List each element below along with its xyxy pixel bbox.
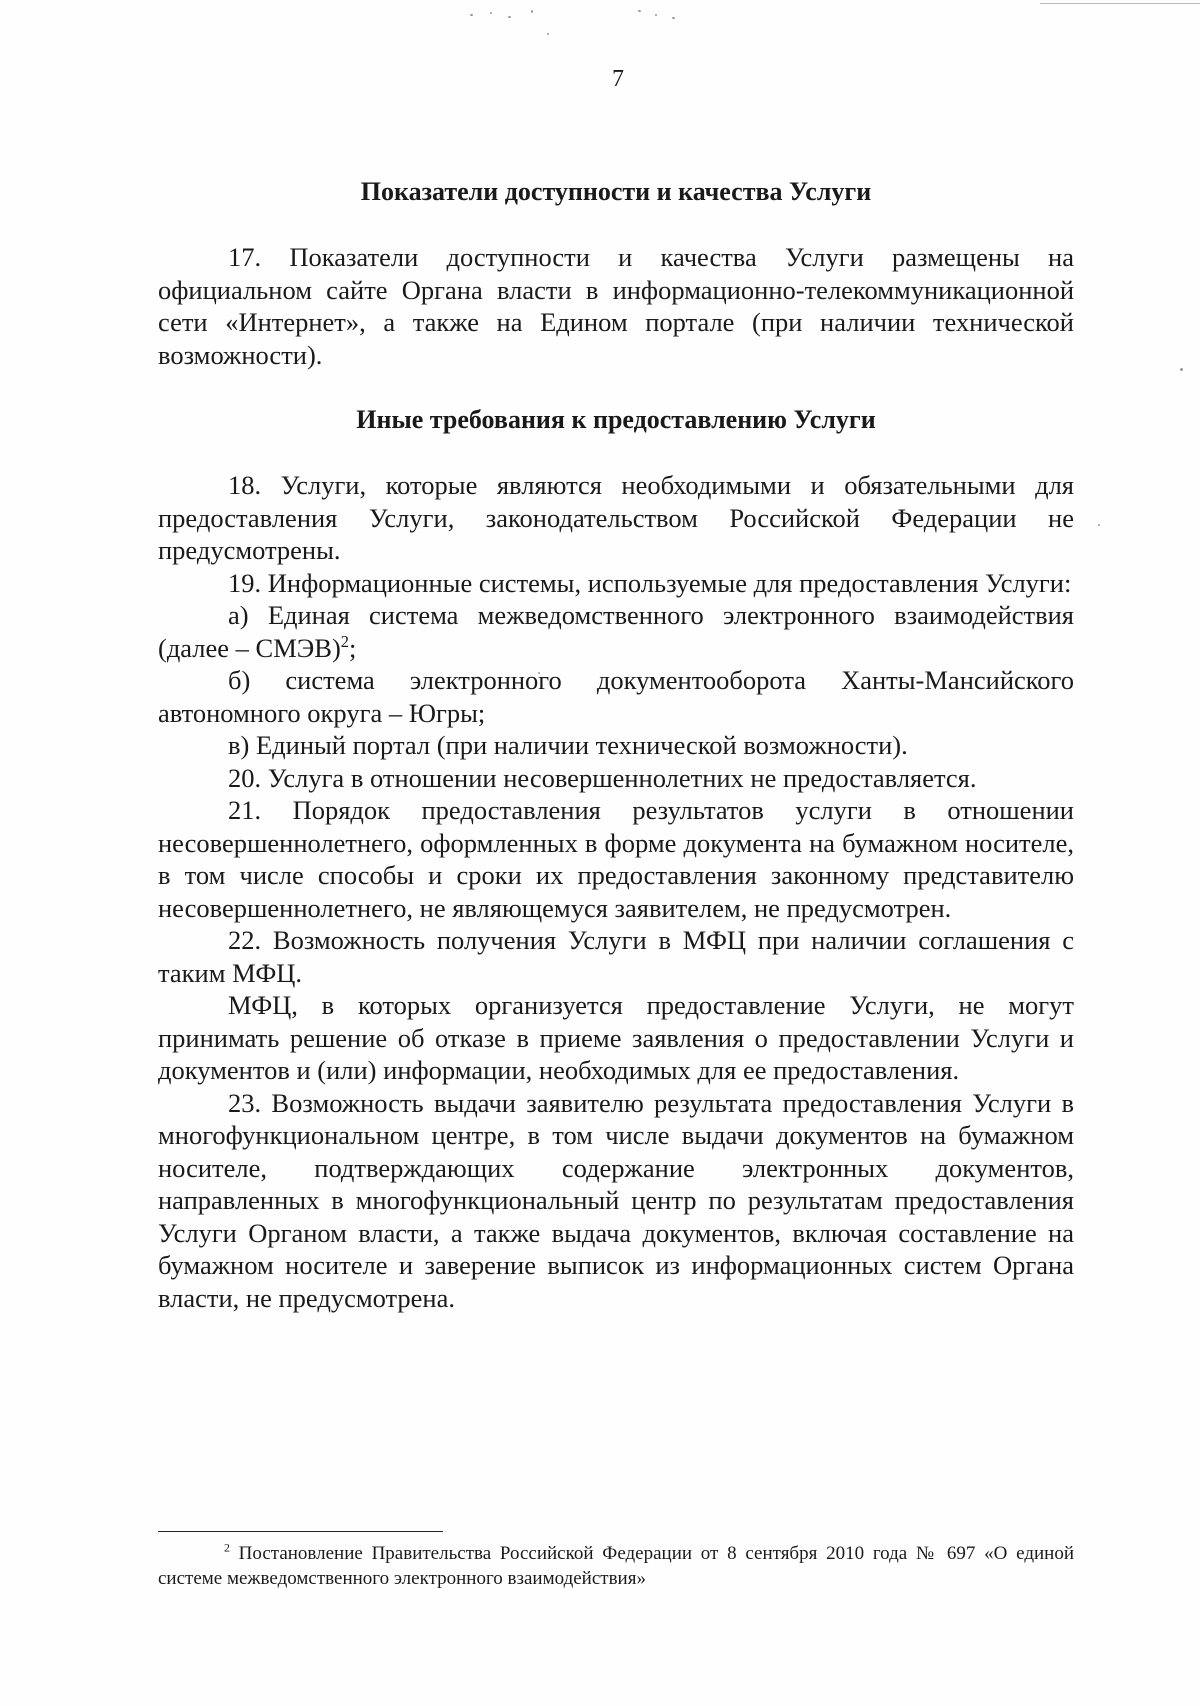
section-heading-availability: Показатели доступности и качества Услуги — [360, 177, 872, 206]
paragraph-18: 18. Услуги, которые являются необходимыми и обязательными для предоставления Услуги, законодательством Российской Федерации не предусмотрены. — [158, 470, 1074, 565]
paragraph-17: 17. Показатели доступности и качества Услуги размещены на официальном сайте Органа власти в информационно-телекоммуникационной сети «Интернет», а также на Едином портале (при наличии технической возможности). — [158, 242, 1074, 370]
page-number: 7 — [612, 66, 624, 92]
footnote-text: Постановление Правительства Российской Федерации от 8 сентября 2010 года № 697 «О единой системе межведомственного электронного взаимодействия» — [158, 1543, 1074, 1589]
footnote — [158, 1541, 1074, 1591]
section-2-body — [158, 469, 1074, 1314]
paragraph-22: 22. Возможность получения Услуги в МФЦ при наличии соглашения с таким МФЦ. — [158, 925, 1074, 988]
scan-edge-line — [1040, 3, 1200, 4]
paragraph-19a-text: а) Единая система межведомственного электронного взаимодействия (далее – СМЭВ) — [158, 600, 1074, 663]
footnote-text-line — [158, 1541, 1074, 1591]
paragraph-23: 23. Возможность выдачи заявителю результата предоставления Услуги в многофункциональном центре, в том числе выдачи документов на бумажном носителе, подтверждающих содержание электронных документов, направленных в многофункциональный центр по результатам предоставления Услуги Органом власти, а также выдача документов, включая составление на бумажном носителе и заверение выписок из информационных систем Органа власти, не предусмотрена. — [158, 1087, 1074, 1313]
paragraph-22-mfc: МФЦ, в которых организуется предоставление Услуги, не могут принимать решение об отказе в приеме заявления о предоставлении Услуги и документов и (или) информации, необходимых для ее предоставления. — [158, 990, 1074, 1085]
footnote-reference[interactable]: 2 — [340, 631, 350, 651]
paragraph-20: 20. Услуга в отношении несовершеннолетних не предоставляется. — [228, 762, 977, 793]
paragraph-19a — [158, 599, 1074, 664]
footnote-marker: 2 — [224, 1541, 230, 1555]
paragraph-19c: в) Единый портал (при наличии технической возможности). — [228, 730, 908, 760]
section-heading-other-requirements: Иные требования к предоставлению Услуги — [356, 405, 876, 434]
section-1-body — [158, 241, 1074, 371]
footnote-separator — [158, 1531, 443, 1532]
paragraph-21: 21. Порядок предоставления результатов услуги в отношении несовершеннолетнего, оформленных в форме документа на бумажном носителе, в том числе способы и сроки их предоставления законному представителю несовершеннолетнего, не являющемуся заявителем, не предусмотрен. — [158, 795, 1074, 923]
paragraph-19b: б) система электронного документооборота Ханты-Мансийского автономного округа – Югры; — [158, 665, 1074, 728]
paragraph-19: 19. Информационные системы, используемые для предоставления Услуги: — [228, 567, 1072, 598]
paragraph-19a-end: ; — [349, 632, 357, 663]
